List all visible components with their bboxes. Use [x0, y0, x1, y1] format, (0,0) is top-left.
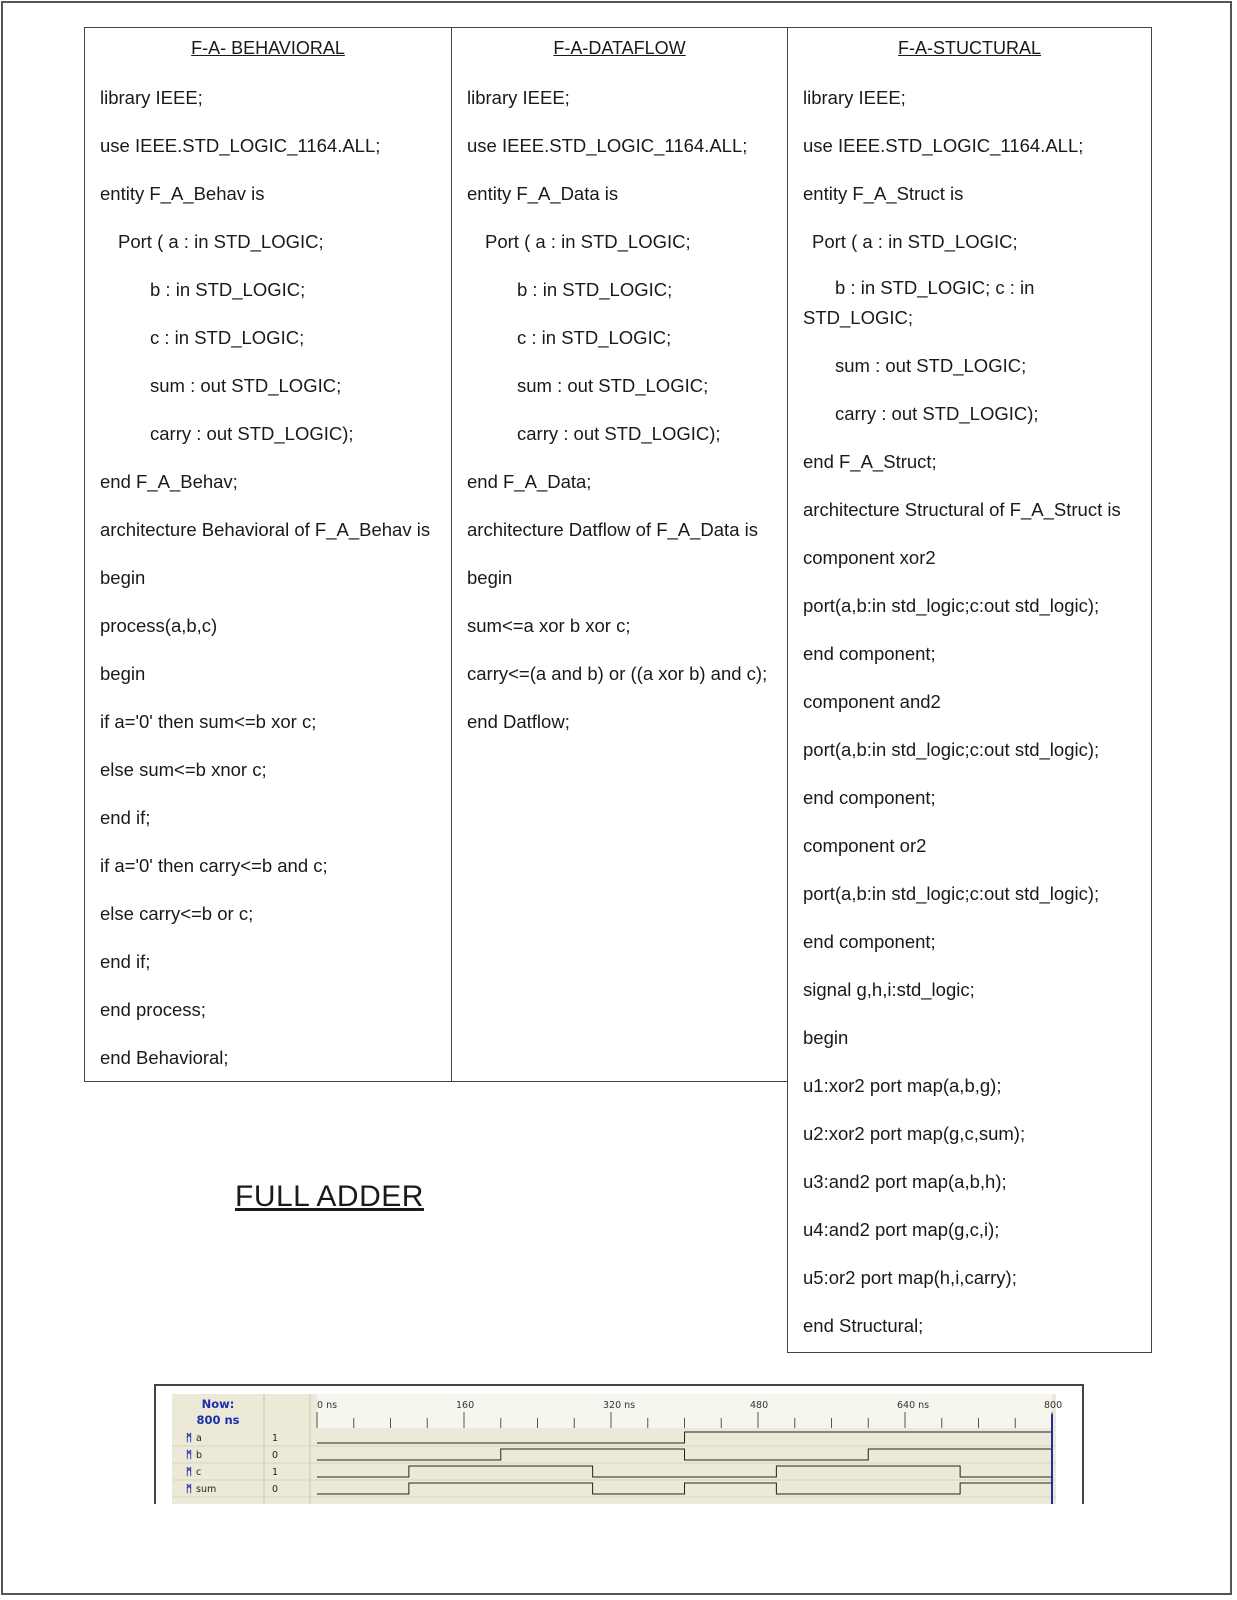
- code-line: entity F_A_Data is: [467, 183, 619, 204]
- code-line: if a='0' then sum<=b xor c;: [100, 711, 317, 732]
- signal-value-b: 0: [272, 1450, 279, 1461]
- code-line: component or2: [803, 835, 927, 856]
- code-line: begin: [803, 1027, 849, 1048]
- signal-icon: ᛗ: [186, 1467, 192, 1478]
- code-line: Port ( a : in STD_LOGIC;: [485, 231, 691, 252]
- code-line: carry : out STD_LOGIC);: [517, 423, 721, 444]
- behavioral-column: [84, 27, 452, 1082]
- signal-name-c[interactable]: ᛗ c: [186, 1467, 202, 1478]
- code-line: b : in STD_LOGIC; c : in STD_LOGIC;: [803, 277, 1035, 328]
- waveform-panel: [172, 1394, 1063, 1504]
- code-line: end Structural;: [803, 1315, 924, 1336]
- signal-icon: ᛗ: [186, 1450, 192, 1461]
- code-line: end F_A_Behav;: [100, 471, 238, 492]
- dataflow-title: F-A-DATAFLOW: [553, 38, 686, 58]
- full-adder-heading: FULL ADDER: [235, 1180, 424, 1213]
- code-line: if a='0' then carry<=b and c;: [100, 855, 328, 876]
- code-line: entity F_A_Behav is: [100, 183, 265, 204]
- signal-value-c: 1: [272, 1467, 279, 1478]
- code-line: end F_A_Data;: [467, 471, 592, 492]
- signal-icon: ᛗ: [186, 1484, 192, 1495]
- now-value: 800 ns: [196, 1413, 240, 1427]
- code-line: sum<=a xor b xor c;: [467, 615, 631, 636]
- code-line: u5:or2 port map(h,i,carry);: [803, 1267, 1017, 1288]
- code-line: library IEEE;: [803, 87, 906, 108]
- code-line: end if;: [100, 807, 151, 828]
- waveform-viewer: [154, 1384, 1084, 1504]
- code-line: architecture Datflow of F_A_Data is: [467, 519, 758, 540]
- code-line: Port ( a : in STD_LOGIC;: [812, 231, 1018, 252]
- code-line: end component;: [803, 787, 936, 808]
- code-line: port(a,b:in std_logic;c:out std_logic);: [803, 595, 1100, 616]
- code-line: entity F_A_Struct is: [803, 183, 964, 204]
- code-line: end component;: [803, 931, 936, 952]
- axis-tick-label: 800: [1044, 1400, 1063, 1411]
- axis-tick-label: 640 ns: [897, 1400, 930, 1411]
- code-line: sum : out STD_LOGIC;: [835, 355, 1027, 376]
- signal-name-b[interactable]: ᛗ b: [186, 1450, 203, 1461]
- code-line: carry<=(a and b) or ((a xor b) and c);: [467, 663, 768, 684]
- signal-trace-c: [317, 1466, 1052, 1477]
- code-line: sum : out STD_LOGIC;: [517, 375, 709, 396]
- behavioral-title: F-A- BEHAVIORAL: [191, 38, 345, 58]
- code-line: architecture Structural of F_A_Struct is: [803, 499, 1121, 520]
- code-line: signal g,h,i:std_logic;: [803, 979, 975, 1000]
- code-line: end Datflow;: [467, 711, 570, 732]
- signal-name-a[interactable]: ᛗ a: [186, 1433, 202, 1444]
- axis-tick-label: 480: [750, 1400, 769, 1411]
- axis-tick-label: 0 ns: [317, 1400, 338, 1411]
- code-line: else carry<=b or c;: [100, 903, 254, 924]
- code-line: carry : out STD_LOGIC);: [150, 423, 354, 444]
- code-line: use IEEE.STD_LOGIC_1164.ALL;: [100, 135, 381, 156]
- code-line: u4:and2 port map(g,c,i);: [803, 1219, 1000, 1240]
- code-line: u2:xor2 port map(g,c,sum);: [803, 1123, 1026, 1144]
- code-line: Port ( a : in STD_LOGIC;: [118, 231, 324, 252]
- code-line: end Behavioral;: [100, 1047, 229, 1068]
- waveform-plot: [172, 1394, 1063, 1504]
- signal-trace-b: [317, 1449, 1052, 1460]
- axis-tick-label: 320 ns: [603, 1400, 636, 1411]
- code-line: begin: [100, 663, 146, 684]
- code-line: u3:and2 port map(a,b,h);: [803, 1171, 1007, 1192]
- signal-value-sum: 0: [272, 1484, 279, 1495]
- code-line: architecture Behavioral of F_A_Behav is: [100, 519, 431, 540]
- signal-trace-sum: [317, 1483, 1052, 1494]
- code-line: end if;: [100, 951, 151, 972]
- code-line: c : in STD_LOGIC;: [517, 327, 672, 348]
- code-line: carry : out STD_LOGIC);: [835, 403, 1039, 424]
- code-line: end process;: [100, 999, 206, 1020]
- signal-icon: ᛗ: [186, 1433, 192, 1444]
- axis-tick-label: 160: [456, 1400, 475, 1411]
- signal-name-sum[interactable]: ᛗ sum: [186, 1484, 217, 1495]
- code-line: sum : out STD_LOGIC;: [150, 375, 342, 396]
- code-line: library IEEE;: [100, 87, 203, 108]
- code-line: begin: [100, 567, 146, 588]
- code-line: b : in STD_LOGIC;: [517, 279, 673, 300]
- signal-trace-a: [317, 1432, 1052, 1443]
- code-line: component and2: [803, 691, 941, 712]
- code-line: library IEEE;: [467, 87, 570, 108]
- code-line: port(a,b:in std_logic;c:out std_logic);: [803, 883, 1100, 904]
- code-line: end component;: [803, 643, 936, 664]
- structural-title: F-A-STUCTURAL: [898, 38, 1041, 58]
- signal-value-a: 1: [272, 1433, 279, 1444]
- structural-column: [787, 27, 1152, 1353]
- code-line: u1:xor2 port map(a,b,g);: [803, 1075, 1002, 1096]
- code-line: use IEEE.STD_LOGIC_1164.ALL;: [803, 135, 1084, 156]
- code-line: process(a,b,c): [100, 615, 218, 636]
- code-line: component xor2: [803, 547, 936, 568]
- code-line: else sum<=b xnor c;: [100, 759, 267, 780]
- code-line: port(a,b:in std_logic;c:out std_logic);: [803, 739, 1100, 760]
- dataflow-column: [451, 27, 788, 1082]
- now-label: Now:: [201, 1397, 235, 1411]
- code-line: begin: [467, 567, 513, 588]
- code-line: end F_A_Struct;: [803, 451, 937, 472]
- code-line: b : in STD_LOGIC;: [150, 279, 306, 300]
- code-line: use IEEE.STD_LOGIC_1164.ALL;: [467, 135, 748, 156]
- code-line: c : in STD_LOGIC;: [150, 327, 305, 348]
